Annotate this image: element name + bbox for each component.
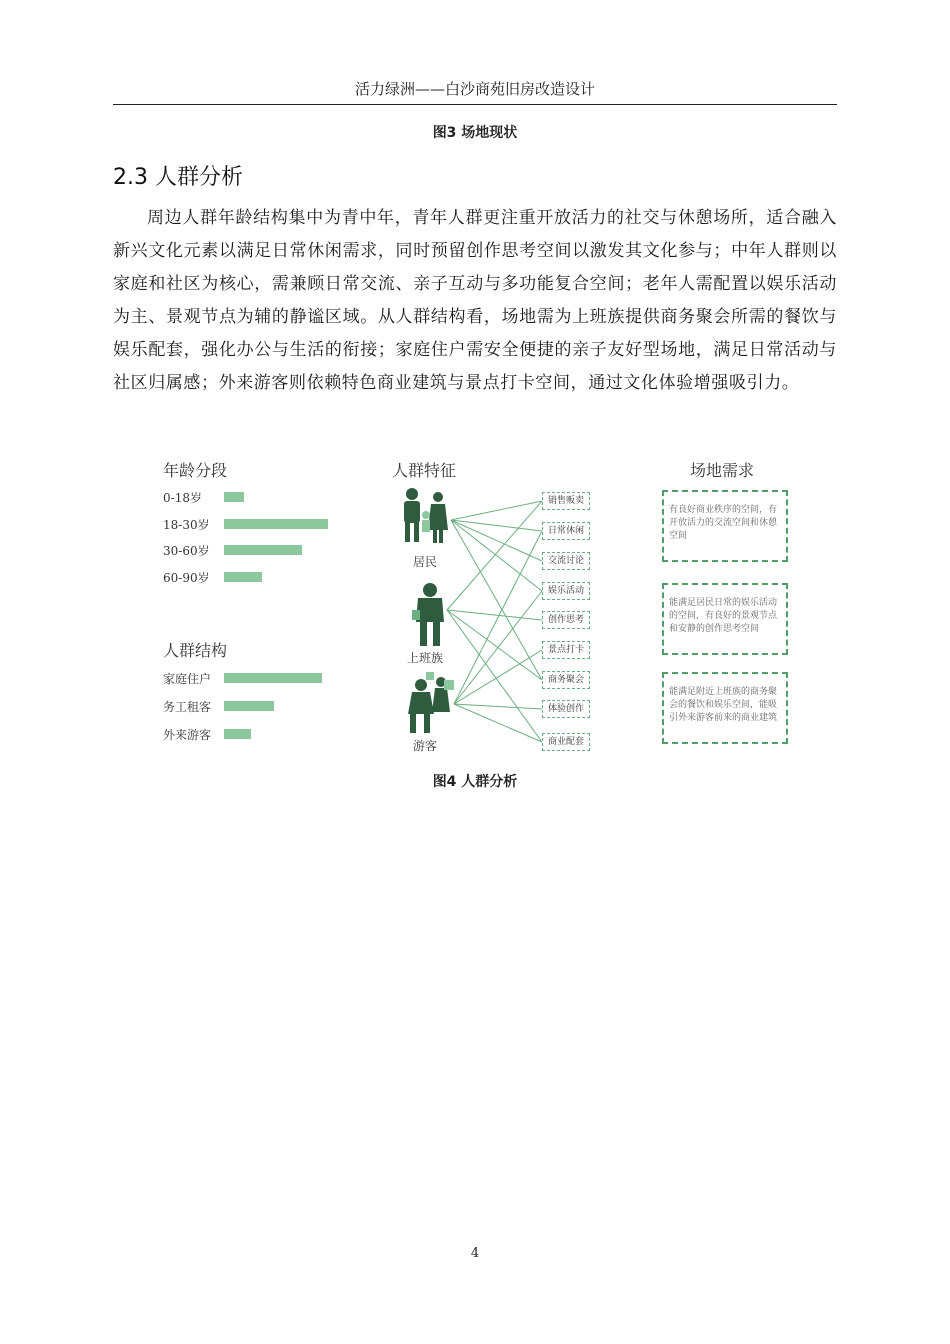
need-box: 能满足居民日常的娱乐活动的空间，有良好的景观节点和安静的创作思考空间 bbox=[662, 583, 788, 655]
link-line bbox=[451, 520, 542, 680]
trait-node: 娱乐活动 bbox=[542, 582, 590, 600]
header-rule bbox=[113, 104, 837, 105]
age-group-label: 30-60岁 bbox=[163, 544, 210, 558]
link-line bbox=[454, 704, 542, 709]
tourist-icon bbox=[408, 672, 454, 733]
trait-node: 景点打卡 bbox=[542, 641, 590, 659]
link-line bbox=[451, 520, 542, 561]
running-header: 活力绿洲——白沙商苑旧房改造设计 bbox=[354, 80, 595, 98]
trait-node: 销售贩卖 bbox=[542, 492, 590, 510]
trait-node: 商业配套 bbox=[542, 733, 590, 751]
figure4-caption: 图4 人群分析 bbox=[432, 774, 518, 790]
trait-node: 商务聚会 bbox=[542, 671, 590, 689]
traits-title: 人群特征 bbox=[392, 461, 457, 480]
person-type-label: 居民 bbox=[412, 555, 437, 569]
trait-node: 日常休闲 bbox=[542, 522, 590, 540]
age-group-label: 0-18岁 bbox=[163, 491, 202, 505]
need-box: 能满足附近上班族的商务聚会的餐饮和娱乐空间，能吸引外来游客前来的商业建筑 bbox=[662, 672, 788, 744]
person-type-label: 游客 bbox=[412, 739, 437, 753]
need-box: 有良好商业秩序的空间，有开放活力的交流空间和休憩空间 bbox=[662, 490, 788, 562]
structure-group-label: 家庭住户 bbox=[163, 672, 212, 686]
age-title: 年龄分段 bbox=[163, 461, 228, 480]
family-icon bbox=[404, 488, 448, 543]
link-line bbox=[447, 610, 542, 742]
structure-title: 人群结构 bbox=[163, 641, 228, 660]
person-type-label: 上班族 bbox=[406, 651, 443, 665]
link-line bbox=[454, 591, 542, 704]
trait-node: 体验创作 bbox=[542, 700, 590, 718]
trait-node: 创作思考 bbox=[542, 611, 590, 629]
figure3-caption: 图3 场地现状 bbox=[432, 125, 518, 141]
crowd-analysis-figure bbox=[150, 450, 800, 770]
needs-title: 场地需求 bbox=[690, 461, 755, 480]
age-group-label: 18-30岁 bbox=[163, 517, 210, 532]
section-heading: 2.3 人群分析 bbox=[113, 165, 243, 190]
office-worker-icon bbox=[412, 583, 444, 646]
structure-group-label: 务工租客 bbox=[163, 700, 212, 714]
link-line bbox=[451, 520, 542, 531]
trait-node: 交流讨论 bbox=[542, 552, 590, 570]
link-line bbox=[451, 520, 542, 591]
page-number: 4 bbox=[470, 1246, 480, 1261]
body-paragraph: 周边人群年龄结构集中为青中年，青年人群更注重开放活力的社交与休憩场所，适合融入新兴文化元素以满足日常休闲需求，同时预留创作思考空间以激发其文化参与；中年人群则以家庭和社区为核心，需兼顾日常交流、亲子互动与多功能复合空间；老年人需配置以娱乐活动为主、景观节点为辅的静谧区域。从人群结构看，场地需为上班族提供商务聚会所需的餐饮与娱乐配套，强化办公与生活的衔接；家庭住户需安全便捷的亲子友好型场地，满足日常活动与社区归属感；外来游客则依赖特色商业建筑与景点打卡空间，通过文化体验增强吸引力。 bbox=[113, 208, 837, 393]
structure-group-label: 外来游客 bbox=[163, 728, 212, 742]
age-group-label: 60-90岁 bbox=[163, 570, 210, 585]
link-line bbox=[447, 610, 542, 680]
link-line bbox=[447, 610, 542, 620]
